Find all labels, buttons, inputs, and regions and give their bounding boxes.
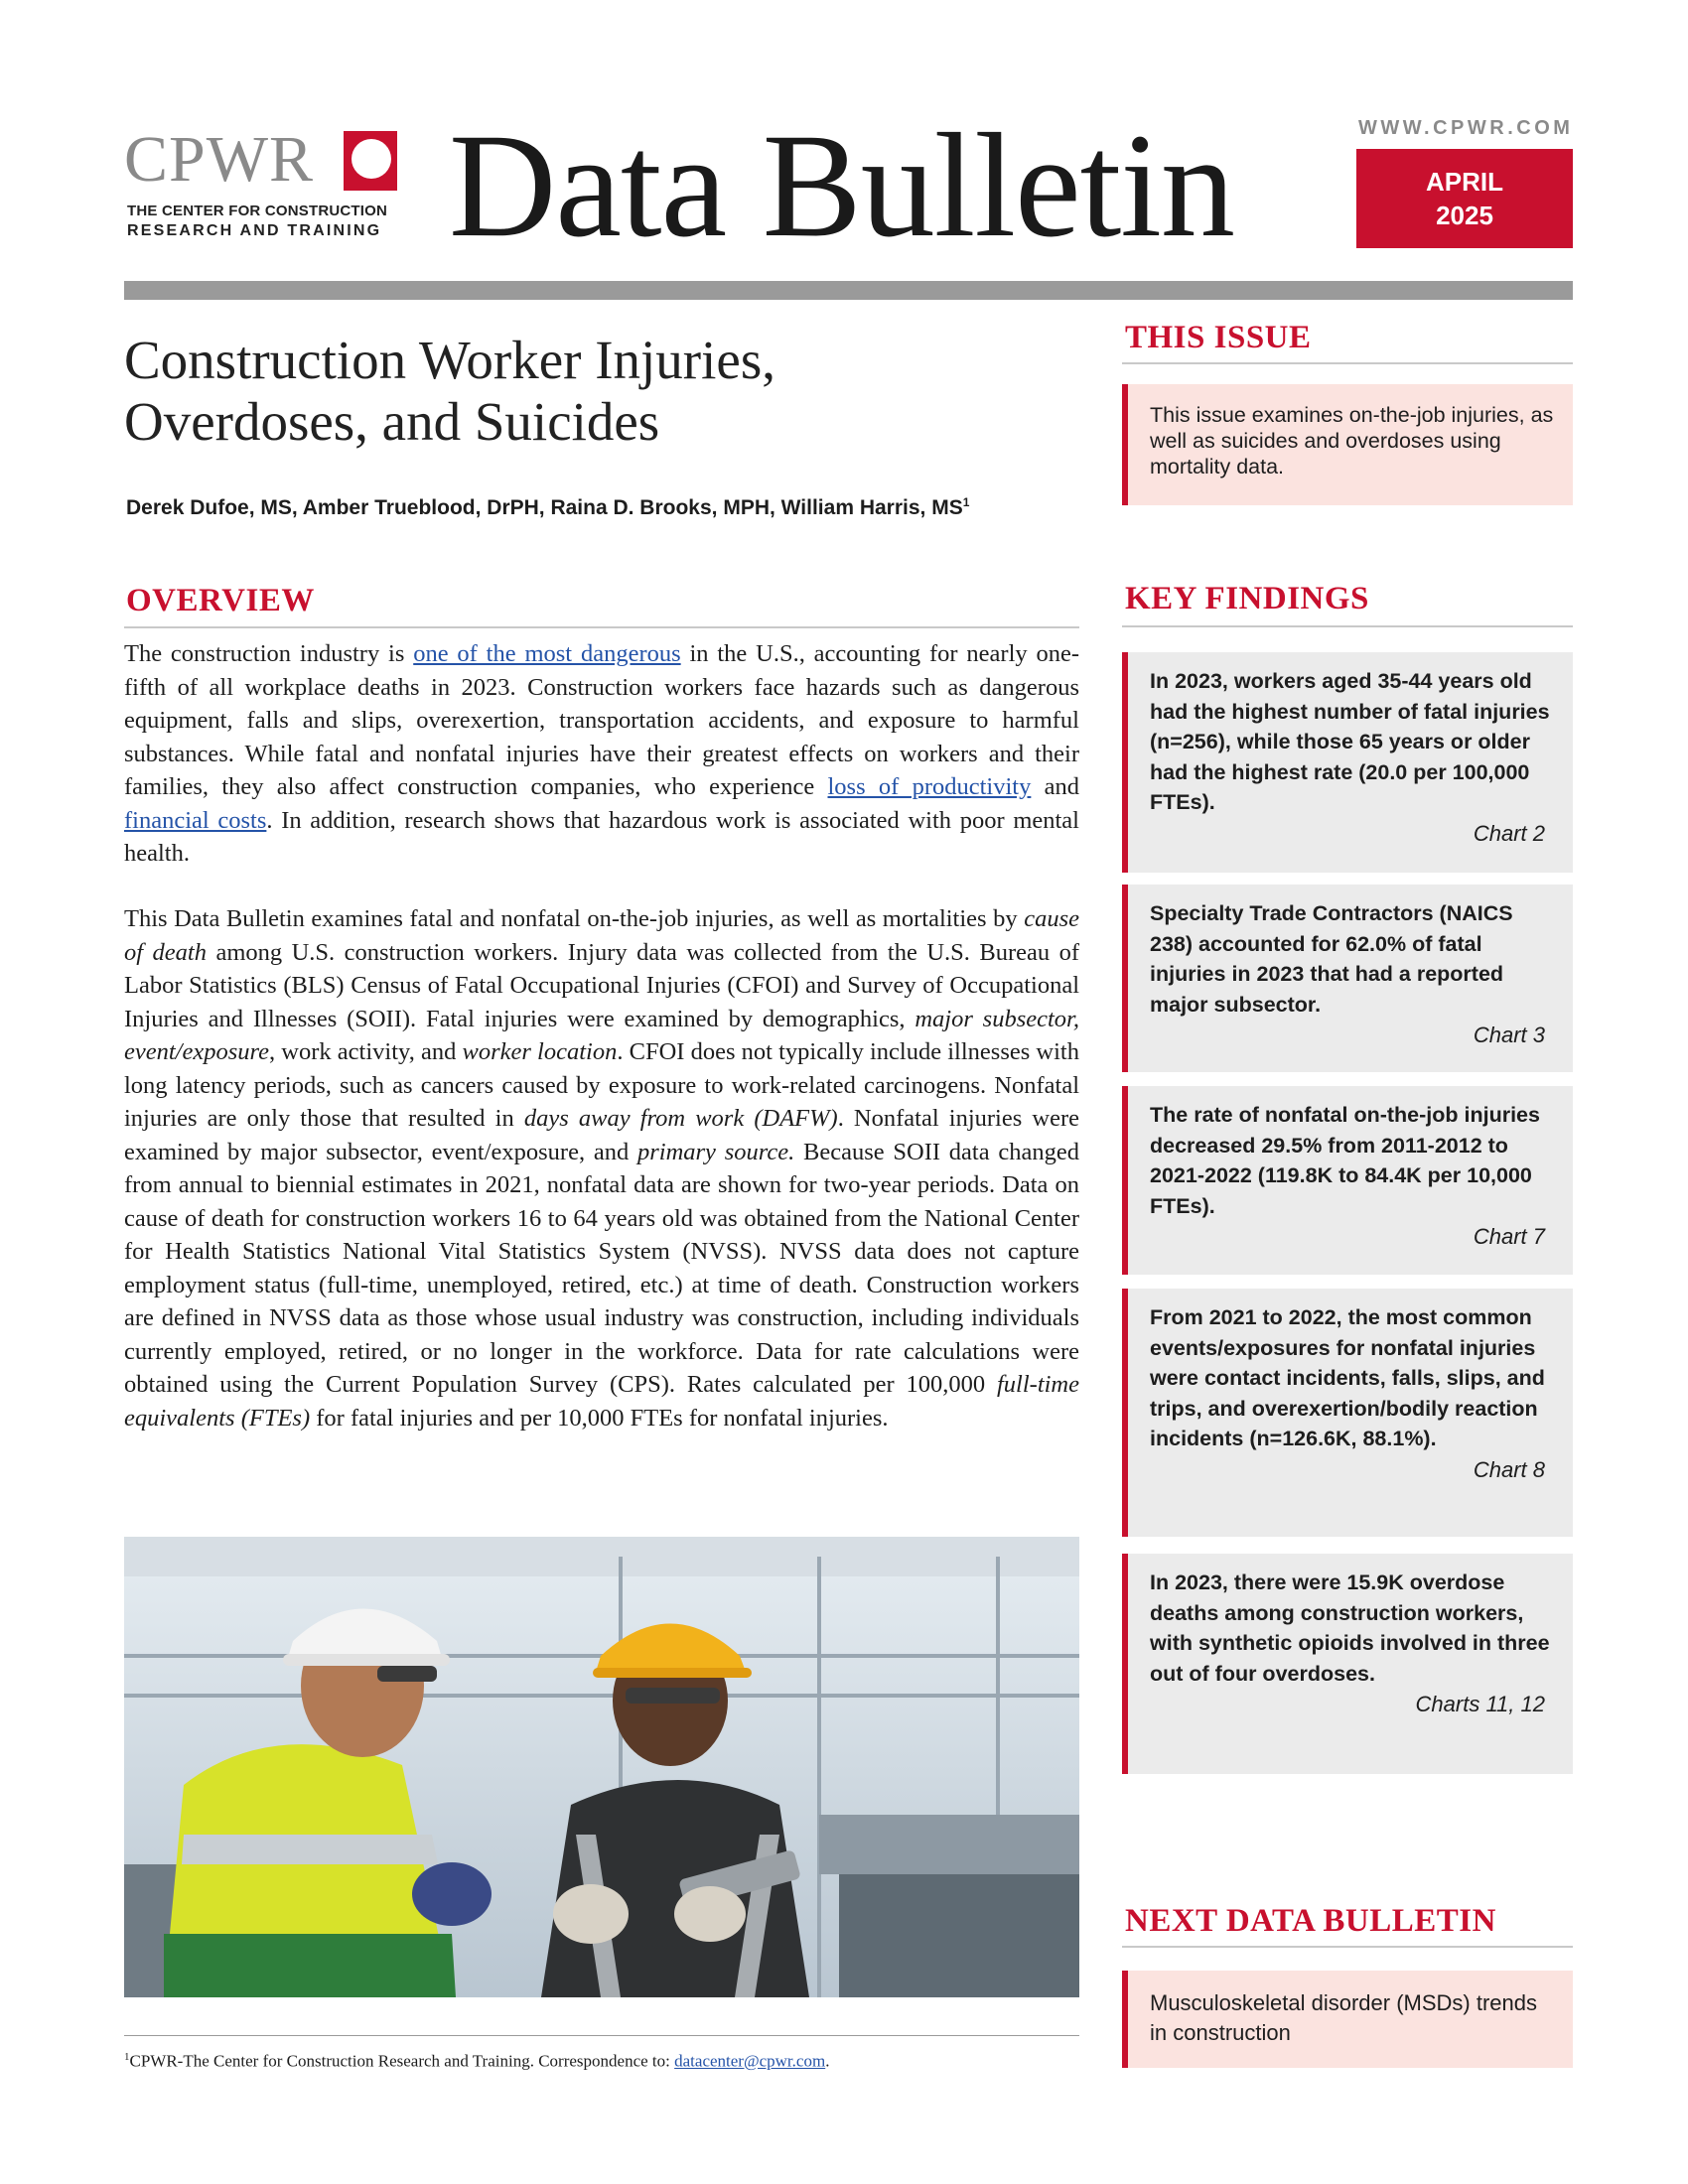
key-finding-card: [1122, 885, 1573, 1072]
this-issue-heading: THIS ISSUE: [1125, 320, 1312, 355]
construction-workers-photo: [124, 1537, 1079, 1997]
logo-subtitle-line2: RESEARCH AND TRAINING: [127, 222, 382, 239]
key-finding-card: [1122, 1554, 1573, 1774]
link-most-dangerous[interactable]: one of the most dangerous: [413, 640, 681, 667]
key-finding-text: In 2023, workers aged 35-44 years old had the highest number of fatal injuries (n=256), while those 65 years or older had the highest rate (20.0 per 100,000 FTEs).: [1150, 669, 1550, 814]
footnote: $^1$CPWR-The Center for Construction Research and Training. Correspondence to: datacenter@cpwr.com.: [124, 2051, 830, 2071]
article-authors: Derek Dufoe, MS, Amber Trueblood, DrPH, Raina D. Brooks, MPH, William Harris, $MS^1$: [126, 495, 970, 519]
this-issue-rule: [1122, 362, 1573, 364]
key-findings-heading: KEY FINDINGS: [1125, 581, 1369, 616]
overview-rule: [124, 626, 1079, 628]
key-finding-text: In 2023, there were 15.9K overdose deaths among construction workers, with synthetic opioids involved in three out of four overdoses.: [1150, 1570, 1550, 1686]
key-finding-card: [1122, 652, 1573, 873]
header-divider: [124, 281, 1573, 300]
key-finding-text: The rate of nonfatal on-the-job injuries decreased 29.5% from 2011-2012 to 2021-2022 (119.8K to 84.4K per 10,000 FTEs).: [1150, 1103, 1540, 1218]
key-findings-rule: [1122, 625, 1573, 627]
article-title: Construction Worker Injuries, Overdoses, and Suicides: [124, 330, 775, 452]
key-finding-card: [1122, 1086, 1573, 1275]
link-loss-of-productivity[interactable]: loss of productivity: [827, 773, 1032, 800]
key-finding-chart-ref: Chart 3: [1473, 1023, 1545, 1047]
key-finding-chart-ref: Chart 8: [1473, 1456, 1545, 1482]
overview-paragraph-1: The construction industry is one of the most dangerous in the U.S., accounting for nearly one-fifth of all workplace deaths in 2023. Construction workers face hazards such as dangerous equipment, falls and slips, overexertion, transportation accidents, and exposure to harmful substances. While fatal and nonfatal injuries have their greatest effects on workers and their families, they also affect construction companies, who experience loss of productivity and financial costs. In addition, research shows that hazardous work is associated with poor mental health.: [124, 640, 1080, 867]
overview-heading: OVERVIEW: [126, 583, 315, 618]
key-finding-card: [1122, 1289, 1573, 1537]
link-financial-costs[interactable]: financial costs: [124, 806, 267, 834]
issue-date-badge: [1356, 149, 1573, 248]
key-finding-chart-ref: Chart 7: [1473, 1224, 1545, 1249]
issue-month: APRIL: [1426, 167, 1503, 197]
key-finding-text: From 2021 to 2022, the most common events/exposures for nonfatal injuries were contact incidents, falls, slips, and trips, and overexertion/bodily reaction incidents (n=126.6K, 88.1%).: [1150, 1305, 1545, 1450]
website-url[interactable]: WWW.CPWR.COM: [1358, 117, 1574, 139]
logo-subtitle-line1: THE CENTER FOR CONSTRUCTION: [127, 203, 388, 219]
next-bulletin-box: Musculoskeletal disorder (MSDs) trends in construction: [1122, 1971, 1573, 2068]
key-finding-chart-ref: Charts 11, 12: [1415, 1692, 1545, 1716]
overview-paragraph-2: This Data Bulletin examines fatal and nonfatal on-the-job injuries, as well as mortalities by cause of death among U.S. construction workers. Injury data was collected from the U.S. Bureau of Labor Statistics (BLS) Census of Fatal Occupational Injuries (CFOI) and Survey of Occupational Injuries and Illnesses (SOII). Fatal injuries were examined by demographics, major subsector, event/exposure, work activity, and worker location. CFOI does not typically include illnesses with long latency periods, such as cancers caused by exposure to work-related carcinogens. Nonfatal injuries are only those that resulted in days away from work (DAFW). Nonfatal injuries were examined by major subsector, event/exposure, and primary source. Because SOII data changed from annual to biennial estimates in 2021, nonfatal data are shown for two-year periods. Data on cause of death for construction workers 16 to 64 years old was obtained from the National Center for Health Statistics National Vital Statistics System (NVSS). NVSS data does not capture employment status (full-time, unemployed, retired, etc.) at time of death. Construction workers are defined in NVSS data as those whose usual industry was construction, including individuals currently employed, retired, or no longer in the workforce. Data for rate calculations were obtained using the Current Population Survey (CPS). Rates calculated per 100,000 full-time equivalents (FTEs) for fatal injuries and per 10,000 FTEs for nonfatal injuries.: [124, 905, 1079, 1432]
this-issue-box: This issue examines on-the-job injuries, as well as suicides and overdoses using mortality data.: [1122, 384, 1573, 505]
key-finding-text: Specialty Trade Contractors (NAICS 238) accounted for 62.0% of fatal injuries in 2023 that had a reported major subsector.: [1150, 901, 1513, 1017]
next-bulletin-heading: NEXT DATA BULLETIN: [1125, 1903, 1496, 1939]
key-finding-chart-ref: Chart 2: [1473, 820, 1545, 846]
publication-title: Data Bulletin: [449, 103, 1234, 268]
issue-year: 2025: [1436, 201, 1493, 230]
footnote-rule: [124, 2035, 1079, 2036]
logo-mark-icon: [326, 131, 397, 191]
logo-wordmark: CPWR: [124, 123, 315, 196]
next-bulletin-rule: [1122, 1946, 1573, 1948]
correspondence-email-link[interactable]: datacenter@cpwr.com: [674, 2051, 826, 2071]
